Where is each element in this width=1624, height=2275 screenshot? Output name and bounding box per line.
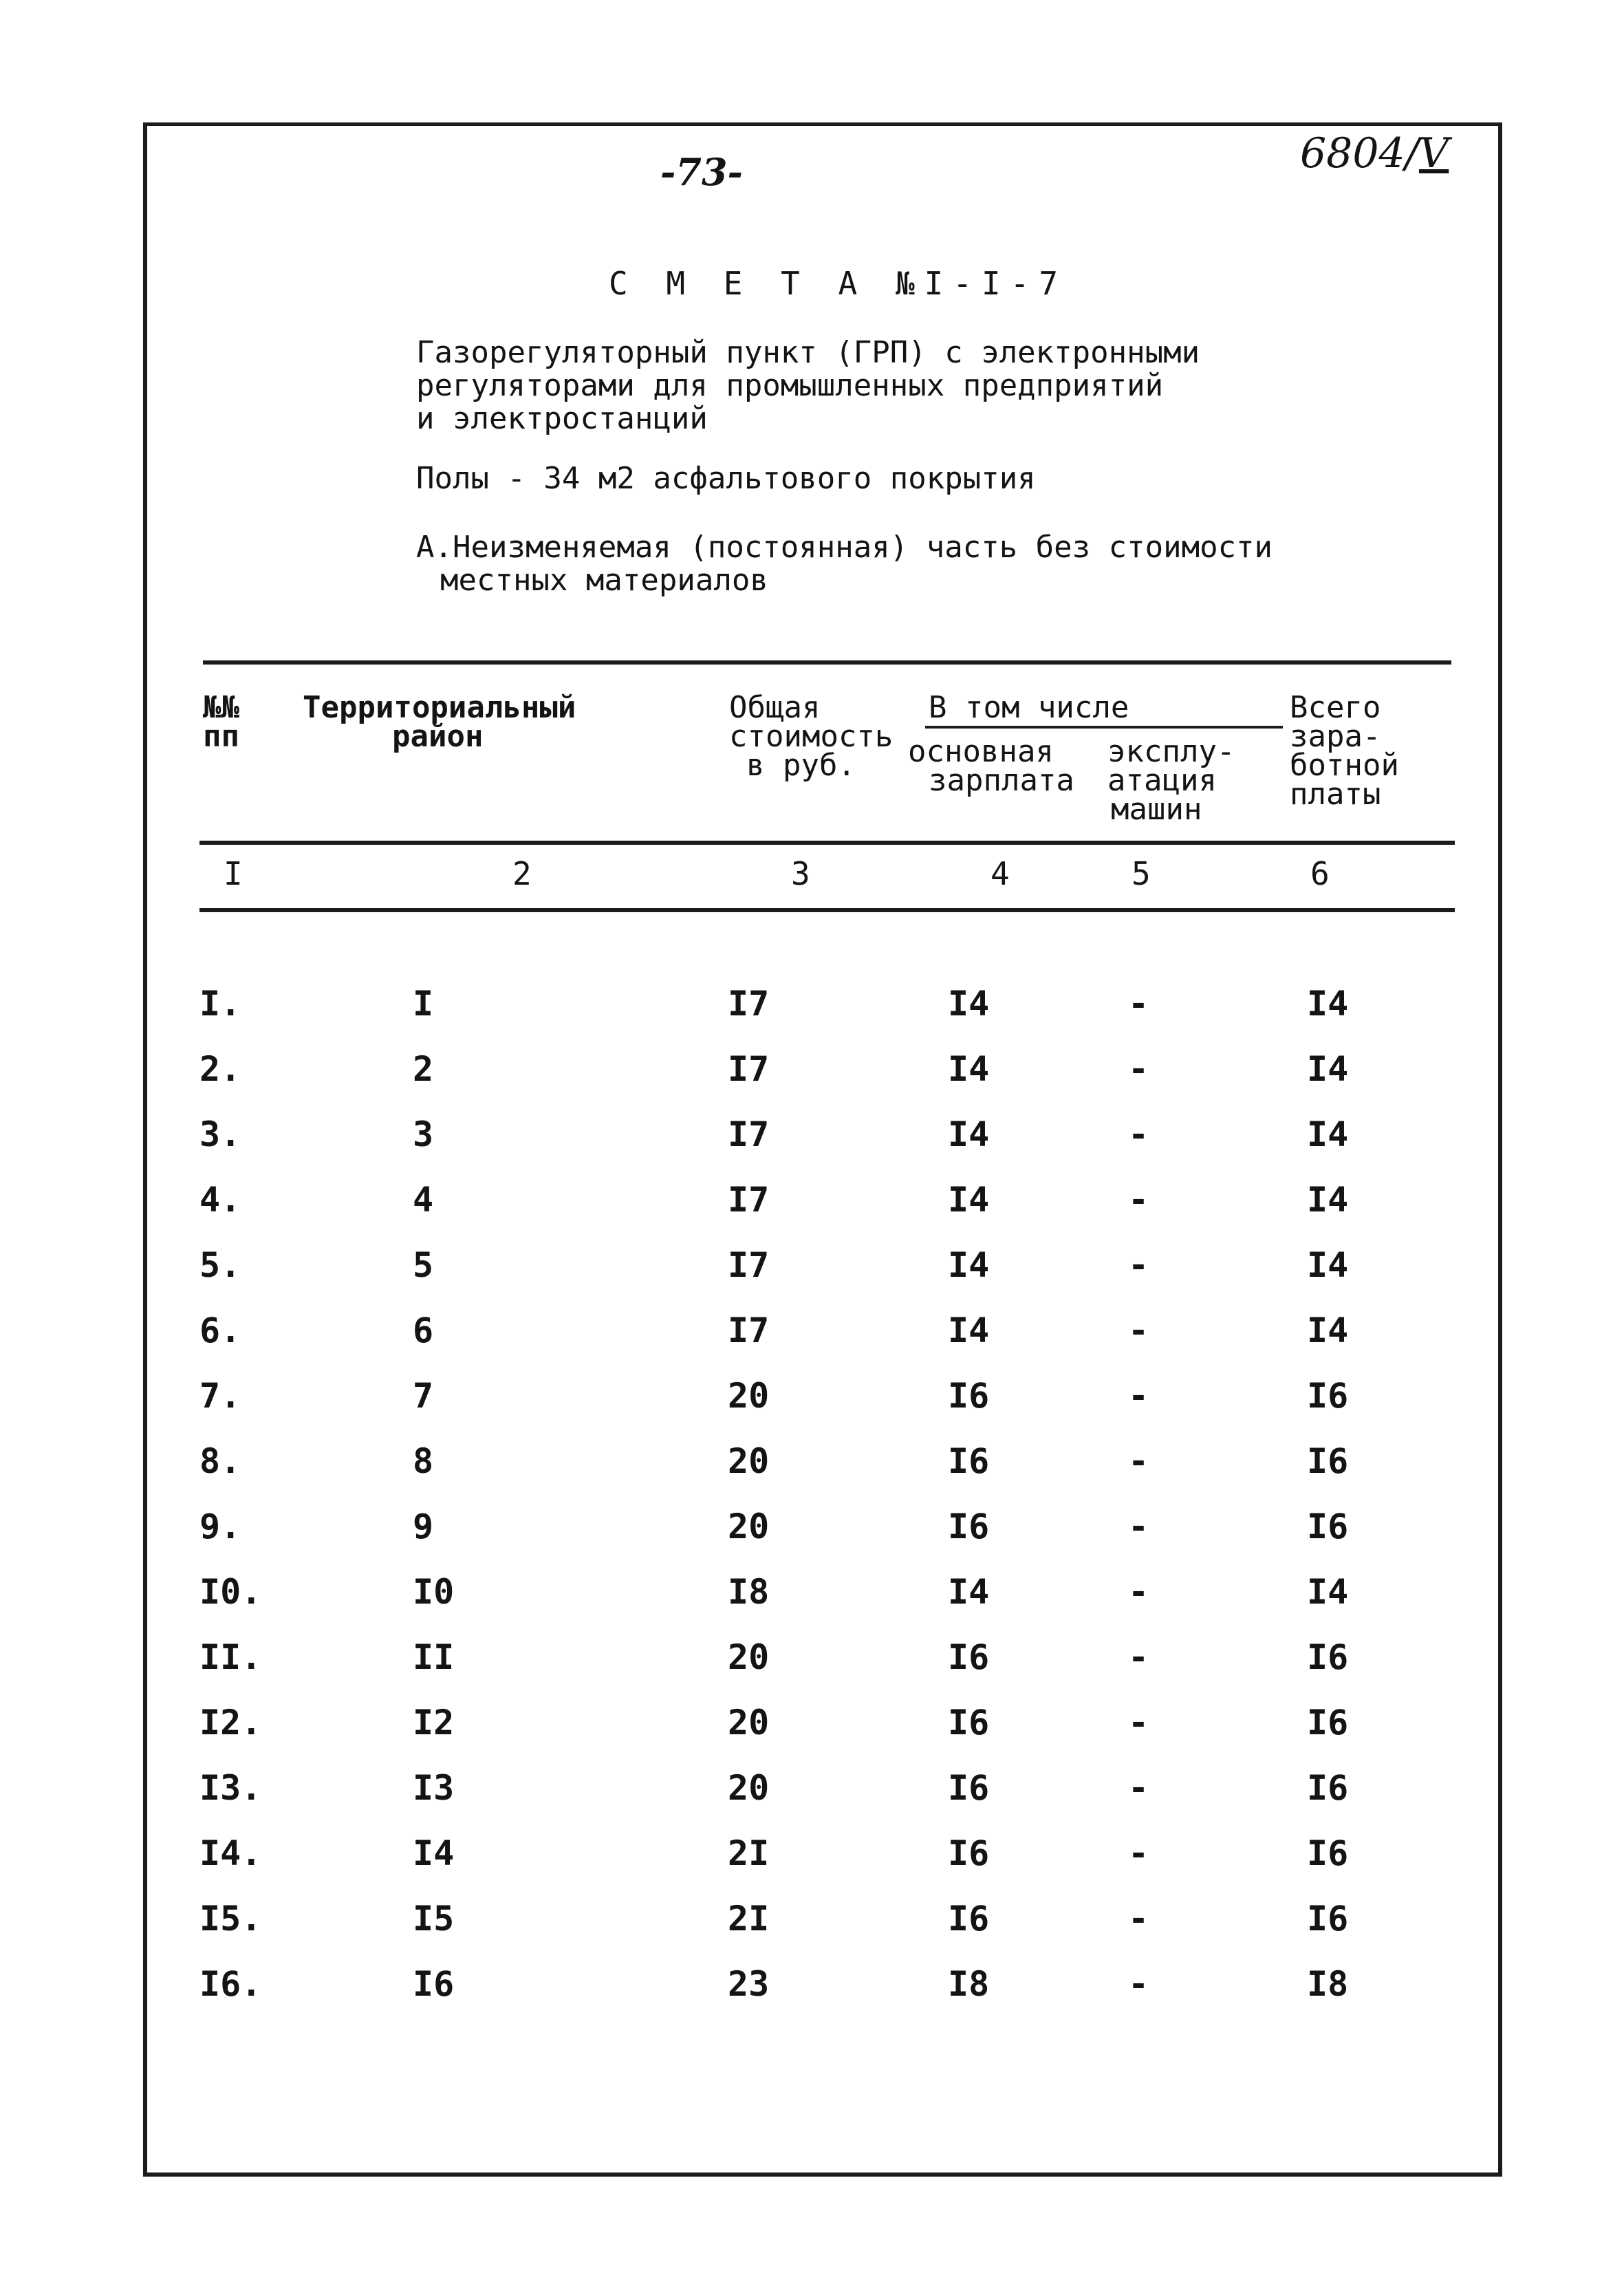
table-cell: 4. xyxy=(199,1180,241,1220)
table-cell: - xyxy=(1128,1049,1149,1089)
column-number-6: 6 xyxy=(1310,855,1330,892)
table-cell: I4 xyxy=(948,1114,990,1154)
table-cell: - xyxy=(1128,1899,1149,1939)
table-cell: 7. xyxy=(199,1376,241,1416)
table-cell: I7 xyxy=(728,1114,770,1154)
table-cell: I6 xyxy=(948,1899,990,1939)
table-cell: I6 xyxy=(948,1703,990,1743)
table-cell: I6 xyxy=(1307,1768,1349,1808)
table-cell: I7 xyxy=(728,1311,770,1350)
table-cell: 6. xyxy=(199,1311,241,1350)
document-code-main: 6804/ xyxy=(1300,129,1419,177)
header-wages-4: платы xyxy=(1290,777,1381,812)
table-cell: I4 xyxy=(1307,1311,1349,1350)
table-cell: - xyxy=(1128,1768,1149,1808)
header-wages-3: ботной xyxy=(1290,748,1399,783)
table-cell: 9. xyxy=(199,1507,241,1546)
table-cell: I6 xyxy=(948,1637,990,1677)
table-cell: I4 xyxy=(948,1572,990,1612)
table-cell: I4 xyxy=(1307,1049,1349,1089)
part-heading-line-2: местных материалов xyxy=(440,563,768,598)
table-cell: 6 xyxy=(413,1311,434,1350)
table-cell: I4 xyxy=(1307,1245,1349,1285)
header-machines-2: атация xyxy=(1107,763,1217,798)
table-cell: I5. xyxy=(199,1899,262,1939)
table-cell: 2. xyxy=(199,1049,241,1089)
table-cell: - xyxy=(1128,1507,1149,1546)
table-cell: - xyxy=(1128,1376,1149,1416)
table-cell: I4 xyxy=(1307,984,1349,1024)
table-cell: 20 xyxy=(728,1637,770,1677)
table-cell: I4 xyxy=(1307,1180,1349,1220)
table-cell: I6 xyxy=(948,1507,990,1546)
column-numbers-rule xyxy=(199,908,1455,912)
table-cell: I7 xyxy=(728,1049,770,1089)
table-cell: I4. xyxy=(199,1833,262,1873)
column-number-1: I xyxy=(224,855,243,892)
table-cell: 3. xyxy=(199,1114,241,1154)
table-top-rule xyxy=(203,660,1451,665)
table-cell: I6 xyxy=(1307,1441,1349,1481)
table-cell: I4 xyxy=(948,1245,990,1285)
page-number: -73- xyxy=(660,150,743,194)
table-cell: I4 xyxy=(948,1049,990,1089)
table-cell: I6 xyxy=(1307,1507,1349,1546)
header-total-2: стоимость xyxy=(729,719,894,754)
header-wages-2: зара- xyxy=(1290,719,1381,754)
header-salary-2: зарплата xyxy=(929,763,1074,798)
table-cell: I3. xyxy=(199,1768,262,1808)
table-cell: I7 xyxy=(728,1180,770,1220)
table-cell: II xyxy=(413,1637,455,1677)
table-cell: I4 xyxy=(948,984,990,1024)
table-cell: - xyxy=(1128,1572,1149,1612)
table-cell: I7 xyxy=(728,1245,770,1285)
table-cell: I6 xyxy=(1307,1637,1349,1677)
column-number-3: 3 xyxy=(791,855,810,892)
page-border xyxy=(143,122,1502,2177)
table-cell: - xyxy=(1128,1441,1149,1481)
header-total-3: в руб. xyxy=(746,748,856,783)
header-machines-1: эксплу- xyxy=(1107,734,1235,769)
table-cell: I5 xyxy=(413,1899,455,1939)
table-cell: 20 xyxy=(728,1376,770,1416)
table-cell: I7 xyxy=(728,984,770,1024)
table-cell: 2 xyxy=(413,1049,434,1089)
table-cell: 20 xyxy=(728,1507,770,1546)
table-cell: 20 xyxy=(728,1703,770,1743)
header-region-2: район xyxy=(392,719,484,754)
document-code xyxy=(1300,129,1449,177)
header-machines-3: машин xyxy=(1111,792,1202,827)
table-cell: I6 xyxy=(413,1964,455,2004)
table-cell: 7 xyxy=(413,1376,434,1416)
header-num-1: №№ xyxy=(203,690,239,725)
floors-note: Полы - 34 м2 асфальтового покрытия xyxy=(416,461,1036,496)
table-cell: I0 xyxy=(413,1572,455,1612)
table-cell: I8 xyxy=(728,1572,770,1612)
table-cell: 9 xyxy=(413,1507,434,1546)
table-cell: I. xyxy=(199,984,241,1024)
table-cell: 20 xyxy=(728,1768,770,1808)
table-cell: I6 xyxy=(1307,1899,1349,1939)
table-cell: I0. xyxy=(199,1572,262,1612)
header-salary-1: основная xyxy=(908,734,1054,769)
table-cell: 3 xyxy=(413,1114,434,1154)
table-cell: I4 xyxy=(413,1833,455,1873)
table-cell: 4 xyxy=(413,1180,434,1220)
column-number-2: 2 xyxy=(512,855,532,892)
table-cell: I6 xyxy=(1307,1376,1349,1416)
table-cell: 2I xyxy=(728,1833,770,1873)
table-cell: I2. xyxy=(199,1703,262,1743)
table-cell: - xyxy=(1128,1637,1149,1677)
table-cell: - xyxy=(1128,1311,1149,1350)
table-cell: I4 xyxy=(1307,1572,1349,1612)
table-cell: I6 xyxy=(948,1376,990,1416)
table-cell: I6 xyxy=(1307,1833,1349,1873)
table-cell: I6 xyxy=(1307,1703,1349,1743)
table-cell: I6 xyxy=(948,1833,990,1873)
header-region-1: Территориальный xyxy=(303,690,576,725)
header-group-rule xyxy=(925,726,1283,729)
table-cell: I3 xyxy=(413,1768,455,1808)
table-cell: - xyxy=(1128,1180,1149,1220)
table-cell: I6 xyxy=(948,1441,990,1481)
table-cell: II. xyxy=(199,1637,262,1677)
column-number-4: 4 xyxy=(990,855,1010,892)
table-cell: 2I xyxy=(728,1899,770,1939)
table-cell: 8. xyxy=(199,1441,241,1481)
table-cell: 23 xyxy=(728,1964,770,2004)
table-cell: 5. xyxy=(199,1245,241,1285)
header-num-2: пп xyxy=(203,719,239,754)
part-heading-line-1: А.Неизменяемая (постоянная) часть без стоимости xyxy=(416,530,1273,565)
table-cell: 8 xyxy=(413,1441,434,1481)
document-code-sub: Ⅴ xyxy=(1418,129,1449,177)
table-cell: I4 xyxy=(948,1311,990,1350)
estimate-title: С М Е Т А №I-I-7 xyxy=(609,265,1068,302)
description-line-2: регуляторами для промышленных предприятий xyxy=(416,368,1164,403)
table-cell: - xyxy=(1128,1114,1149,1154)
table-cell: - xyxy=(1128,984,1149,1024)
table-cell: I2 xyxy=(413,1703,455,1743)
table-cell: I4 xyxy=(948,1180,990,1220)
table-cell: - xyxy=(1128,1245,1149,1285)
table-cell: 20 xyxy=(728,1441,770,1481)
table-cell: - xyxy=(1128,1703,1149,1743)
description-line-3: и электростанций xyxy=(416,401,708,436)
header-bottom-rule xyxy=(199,841,1455,845)
header-total-1: Общая xyxy=(729,690,821,725)
description-line-1: Газорегуляторный пункт (ГРП) с электронными xyxy=(416,335,1200,370)
table-cell: 5 xyxy=(413,1245,434,1285)
table-cell: I8 xyxy=(1307,1964,1349,2004)
table-cell: I6. xyxy=(199,1964,262,2004)
header-wages-1: Всего xyxy=(1290,690,1381,725)
header-in-that-number: В том числе xyxy=(929,690,1129,725)
table-cell: I6 xyxy=(948,1768,990,1808)
table-cell: I4 xyxy=(1307,1114,1349,1154)
table-cell: - xyxy=(1128,1833,1149,1873)
table-cell: I8 xyxy=(948,1964,990,2004)
column-number-5: 5 xyxy=(1132,855,1151,892)
table-cell: - xyxy=(1128,1964,1149,2004)
table-cell: I xyxy=(413,984,434,1024)
